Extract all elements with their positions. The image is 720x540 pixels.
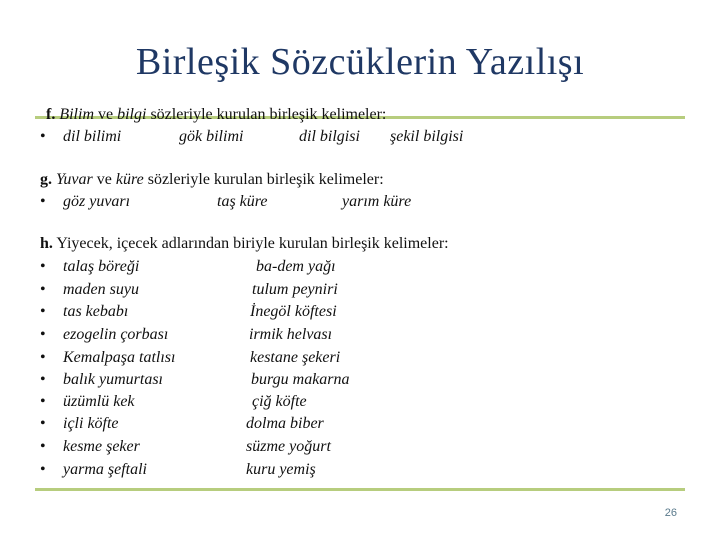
page-number: 26 xyxy=(664,507,677,519)
table-row xyxy=(40,413,680,435)
table-row xyxy=(40,391,680,413)
list-item: İnegöl köftesi xyxy=(250,303,337,320)
bullet: • xyxy=(40,415,46,432)
section-h-heading xyxy=(40,235,449,253)
section-g-rest: sözleriyle kurulan birleşik kelimeler: xyxy=(143,171,384,188)
list-item: tas kebabı xyxy=(63,303,129,320)
list-item: Kemalpaşa tatlısı xyxy=(63,349,176,366)
bullet: • xyxy=(40,349,46,366)
bullet: • xyxy=(40,193,46,210)
bullet: • xyxy=(40,281,46,298)
list-item: kesme şeker xyxy=(63,438,140,455)
table-row xyxy=(40,279,680,301)
section-f-letter: f. xyxy=(46,106,56,123)
list-item: ba-dem yağı xyxy=(256,258,336,275)
list-item: çiğ köfte xyxy=(252,393,307,410)
table-row xyxy=(40,436,680,458)
bullet: • xyxy=(40,371,46,388)
bottom-divider xyxy=(35,488,685,491)
list-item: irmik helvası xyxy=(249,326,333,343)
section-g-items xyxy=(40,191,680,213)
table-row xyxy=(40,347,680,369)
table-row xyxy=(40,301,680,323)
list-item: talaş böreği xyxy=(63,258,140,275)
bullet: • xyxy=(40,303,46,320)
table-row xyxy=(40,369,680,391)
section-f-conj: ve xyxy=(94,106,118,123)
list-item: tulum peyniri xyxy=(252,281,338,298)
list-item: göz yuvarı xyxy=(63,193,131,210)
list-item: dil bilimi xyxy=(63,128,122,145)
section-g-letter: g. xyxy=(40,171,52,188)
section-g-word2: küre xyxy=(115,171,144,188)
bullet: • xyxy=(40,393,46,410)
list-item: dolma biber xyxy=(246,415,324,432)
section-g-heading xyxy=(40,171,384,189)
section-g-conj: ve xyxy=(92,171,116,188)
list-item: üzümlü kek xyxy=(63,393,135,410)
section-f-word2: bilgi xyxy=(117,106,147,123)
list-item: içli köfte xyxy=(63,415,119,432)
table-row xyxy=(40,324,680,346)
list-item: süzme yoğurt xyxy=(246,438,331,455)
list-item: kuru yemiş xyxy=(246,461,316,478)
slide-title: Birleşik Sözcüklerin Yazılışı xyxy=(135,41,585,83)
section-f-items xyxy=(40,126,680,148)
list-item: yarım küre xyxy=(342,193,412,210)
list-item: ezogelin çorbası xyxy=(63,326,169,343)
table-row xyxy=(40,459,680,481)
list-item: kestane şekeri xyxy=(250,349,341,366)
section-f-heading xyxy=(46,106,386,124)
section-h-letter: h. xyxy=(40,235,53,252)
list-item: taş küre xyxy=(217,193,268,210)
bullet: • xyxy=(40,438,46,455)
list-item: maden suyu xyxy=(63,281,139,298)
section-h-rest: Yiyecek, içecek adlarından biriyle kurulan birleşik kelimeler: xyxy=(52,235,449,252)
list-item: burgu makarna xyxy=(251,371,350,388)
list-item: gök bilimi xyxy=(179,128,244,145)
section-f-word1: Bilim xyxy=(59,106,94,123)
section-g-word1: Yuvar xyxy=(56,171,93,188)
table-row xyxy=(40,256,680,278)
list-item: balık yumurtası xyxy=(63,371,163,388)
bullet: • xyxy=(40,461,46,478)
list-item: yarma şeftali xyxy=(63,461,147,478)
section-f-rest: sözleriyle kurulan birleşik kelimeler: xyxy=(146,106,387,123)
list-item: şekil bilgisi xyxy=(390,128,464,145)
bullet: • xyxy=(40,128,46,145)
bullet: • xyxy=(40,258,46,275)
bullet: • xyxy=(40,326,46,343)
list-item: dil bilgisi xyxy=(299,128,360,145)
